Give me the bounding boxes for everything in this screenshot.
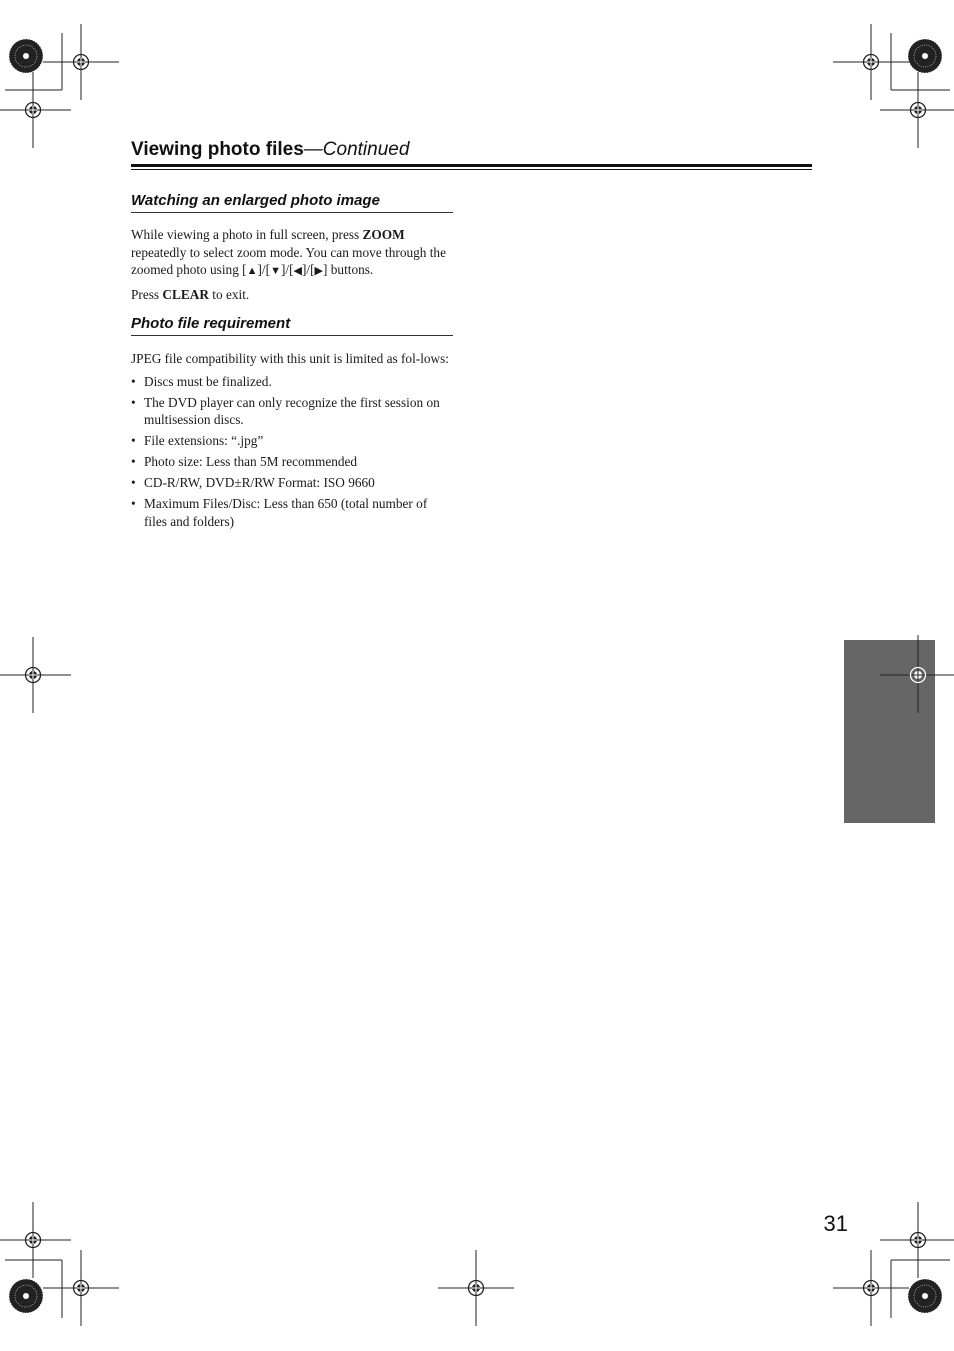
section-body-requirements — [131, 350, 453, 534]
registration-cross-icon — [0, 72, 71, 148]
section-body-zoom — [131, 226, 453, 303]
list-item — [131, 432, 453, 450]
registration-cross-icon — [438, 1250, 514, 1326]
page-title: Viewing photo files — [131, 139, 304, 160]
text-run: ]/[ — [301, 262, 315, 277]
registration-star-icon — [908, 39, 942, 73]
header-rule-thin — [131, 169, 812, 170]
bullet-icon: • — [131, 394, 136, 410]
bullet-icon: • — [131, 475, 136, 490]
text-run: ] buttons. — [323, 262, 374, 277]
requirements-intro: JPEG file compatibility with this unit is limited as fol-lows: — [131, 351, 450, 366]
registration-star-icon — [9, 39, 43, 73]
text-run: While viewing a photo in full screen, press — [131, 227, 363, 242]
text-run: ]/[ — [280, 262, 294, 277]
up-arrow-icon: ▲ — [246, 265, 258, 277]
list-item — [131, 453, 453, 471]
clear-key-label: CLEAR — [162, 286, 209, 302]
page-number: 31 — [823, 1211, 848, 1236]
right-arrow-icon: ▶ — [314, 265, 324, 277]
text-run: to exit. — [208, 286, 250, 302]
list-item-text: Maximum Files/Disc: Less than 650 (total number of files and folders) — [144, 496, 428, 529]
list-item-text: CD-R/RW, DVD±R/RW Format: ISO 9660 — [144, 475, 375, 490]
registration-star-icon — [908, 1279, 942, 1313]
list-item-text: Photo size: Less than 5M recommended — [144, 454, 358, 469]
list-item-text: The DVD player can only recognize the first session on multisession discs. — [144, 394, 440, 427]
clear-paragraph — [131, 286, 453, 304]
down-arrow-icon: ▼ — [270, 265, 281, 277]
registration-cross-icon — [833, 24, 909, 100]
zoom-key-label: ZOOM — [362, 227, 405, 242]
text-run: ]/[ — [257, 262, 271, 277]
registration-cross-icon — [878, 635, 954, 715]
registration-cross-icon — [0, 637, 71, 713]
registration-cross-icon — [833, 1250, 909, 1326]
zoom-paragraph — [131, 226, 453, 281]
page-header — [131, 139, 812, 161]
text-run: repeatedly to select zoom mode. You can move through the zoomed photo using [ — [131, 244, 446, 277]
list-item-text: Discs must be finalized. — [144, 373, 272, 389]
list-item — [131, 495, 453, 530]
bullet-icon: • — [131, 496, 136, 511]
list-item — [131, 394, 453, 429]
page-title-continued: —Continued — [303, 139, 410, 160]
registration-cross-icon — [0, 1202, 71, 1278]
registration-cross-icon — [43, 24, 119, 100]
bullet-icon: • — [131, 373, 136, 389]
bullet-icon: • — [131, 433, 136, 448]
section-title-zoom: Watching an enlarged photo image — [131, 192, 453, 213]
registration-cross-icon — [43, 1250, 119, 1326]
header-rule-thick — [131, 164, 812, 167]
left-arrow-icon: ◀ — [293, 265, 302, 277]
list-item-text: File extensions: “.jpg” — [144, 433, 264, 448]
list-item — [131, 373, 453, 391]
text-run: Press — [131, 286, 163, 302]
bullet-icon: • — [131, 454, 136, 469]
section-title-requirements: Photo file requirement — [131, 315, 453, 336]
list-item — [131, 474, 453, 492]
registration-star-icon — [9, 1279, 43, 1313]
requirements-list — [131, 373, 453, 531]
